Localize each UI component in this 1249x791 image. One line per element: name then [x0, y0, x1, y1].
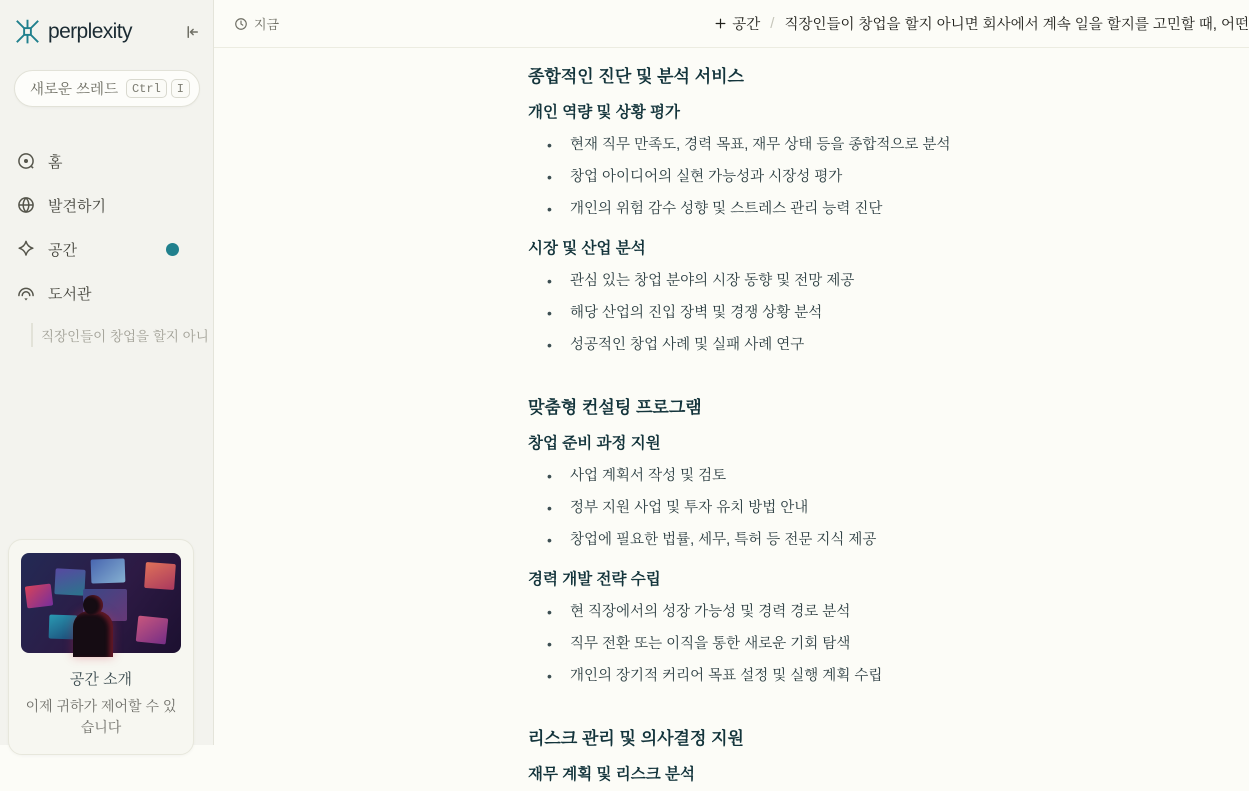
bullet-list [528, 129, 1249, 225]
bullet-item: • 개인의 위험 감수 성향 및 스트레스 관리 능력 진단 [528, 193, 1168, 225]
section-heading: 리스크 관리 및 의사결정 지원 [528, 729, 744, 748]
subsection-heading: 경력 개발 전략 수립 [528, 571, 661, 588]
main-area [214, 0, 1249, 783]
bullet-item: • 정부 지원 사업 및 투자 유치 방법 안내 [528, 492, 1168, 524]
section-heading: 맞춤형 컨설팅 프로그램 [528, 398, 702, 417]
content-section [528, 396, 1249, 692]
timestamp-label: 지금 [254, 17, 280, 32]
sidebar-nav [14, 139, 201, 315]
bullet-item: • 현재 직무 만족도, 경력 목표, 재무 상태 등을 종합적으로 분석 [528, 129, 1168, 161]
timestamp-chip [234, 14, 279, 33]
kbd-i: I [171, 79, 190, 98]
new-thread-button[interactable] [14, 70, 200, 107]
recent-thread-label: 직장인들이 창업을 할지 아니 [41, 329, 209, 344]
bullet-item: • 창업 아이디어의 실현 가능성과 시장성 평가 [528, 161, 1168, 193]
section-heading: 종합적인 진단 및 분석 서비스 [528, 67, 744, 86]
bullet-item: • 사업 계획서 작성 및 검토 [528, 460, 1168, 492]
spaces-icon [16, 239, 36, 259]
sidebar-item-spaces[interactable] [14, 227, 201, 271]
sidebar-item-label: 공간 [48, 241, 77, 259]
promo-title: 공간 소개 [69, 671, 133, 688]
bullet-item: • 현 직장에서의 성장 가능성 및 경력 경로 분석 [528, 596, 1168, 628]
content-section [528, 727, 1249, 786]
recent-thread-item[interactable] [31, 323, 209, 347]
sidebar-item-label: 도서관 [48, 285, 92, 303]
clock-icon [234, 17, 248, 31]
person-silhouette [73, 611, 113, 657]
breadcrumb-separator: / [770, 15, 775, 32]
bullet-item: • 해당 산업의 진입 장벽 및 경쟁 상황 분석 [528, 297, 1168, 329]
promo-image [21, 553, 181, 653]
bullet-list [528, 596, 1249, 692]
bullet-item: • 관심 있는 창업 분야의 시장 동향 및 전망 제공 [528, 265, 1168, 297]
discover-icon [16, 195, 36, 215]
bullet-item: • 창업에 필요한 법률, 세무, 특허 등 전문 지식 제공 [528, 524, 1168, 556]
library-icon [16, 283, 36, 303]
wordmark: perplexity [48, 19, 132, 43]
sidebar-item-library[interactable] [14, 271, 201, 315]
bullet-item: • 직무 전환 또는 이직을 통한 새로운 기회 탐색 [528, 628, 1168, 660]
topbar [214, 0, 1249, 48]
subsection-heading: 재무 계획 및 리스크 분석 [528, 766, 695, 783]
content-section [528, 65, 1249, 361]
new-thread-label: 새로운 쓰레드 [30, 82, 119, 98]
answer-content [214, 48, 1249, 791]
breadcrumb-thread-title[interactable]: 직장인들이 창업을 할지 아니면 회사에서 계속 일을 할지를 고민할 때, 어떤 [784, 17, 1249, 33]
subsection-heading: 창업 준비 과정 지원 [528, 435, 661, 452]
bullet-list [528, 265, 1249, 361]
logo-row [14, 18, 201, 45]
perplexity-logo-icon [14, 18, 41, 45]
bullet-list [528, 460, 1249, 556]
sidebar-item-label: 발견하기 [48, 197, 106, 215]
perplexity-logo[interactable] [14, 18, 132, 45]
breadcrumb [714, 13, 1249, 34]
breadcrumb-space-link[interactable] [714, 13, 760, 34]
kbd-ctrl: Ctrl [126, 79, 167, 98]
spaces-promo-card[interactable] [8, 539, 194, 755]
breadcrumb-space-label: 공간 [732, 17, 761, 33]
bullet-item: • 개인의 장기적 커리어 목표 설정 및 실행 계획 수립 [528, 660, 1168, 692]
sidebar-item-discover[interactable] [14, 183, 201, 227]
promo-subtitle: 이제 귀하가 제어할 수 있습니다 [25, 698, 177, 735]
spaces-notification-dot [166, 243, 179, 256]
subsection-heading: 시장 및 산업 분석 [528, 240, 646, 257]
collapse-sidebar-icon[interactable] [183, 23, 201, 41]
sidebar [0, 0, 214, 745]
subsection-heading: 개인 역량 및 상황 평가 [528, 104, 680, 121]
home-icon [16, 151, 36, 171]
bullet-item: • 성공적인 창업 사례 및 실패 사례 연구 [528, 329, 1168, 361]
sidebar-item-label: 홈 [48, 153, 63, 171]
plus-icon [714, 17, 727, 30]
shortcut-badges [126, 79, 190, 98]
sidebar-item-home[interactable] [14, 139, 201, 183]
